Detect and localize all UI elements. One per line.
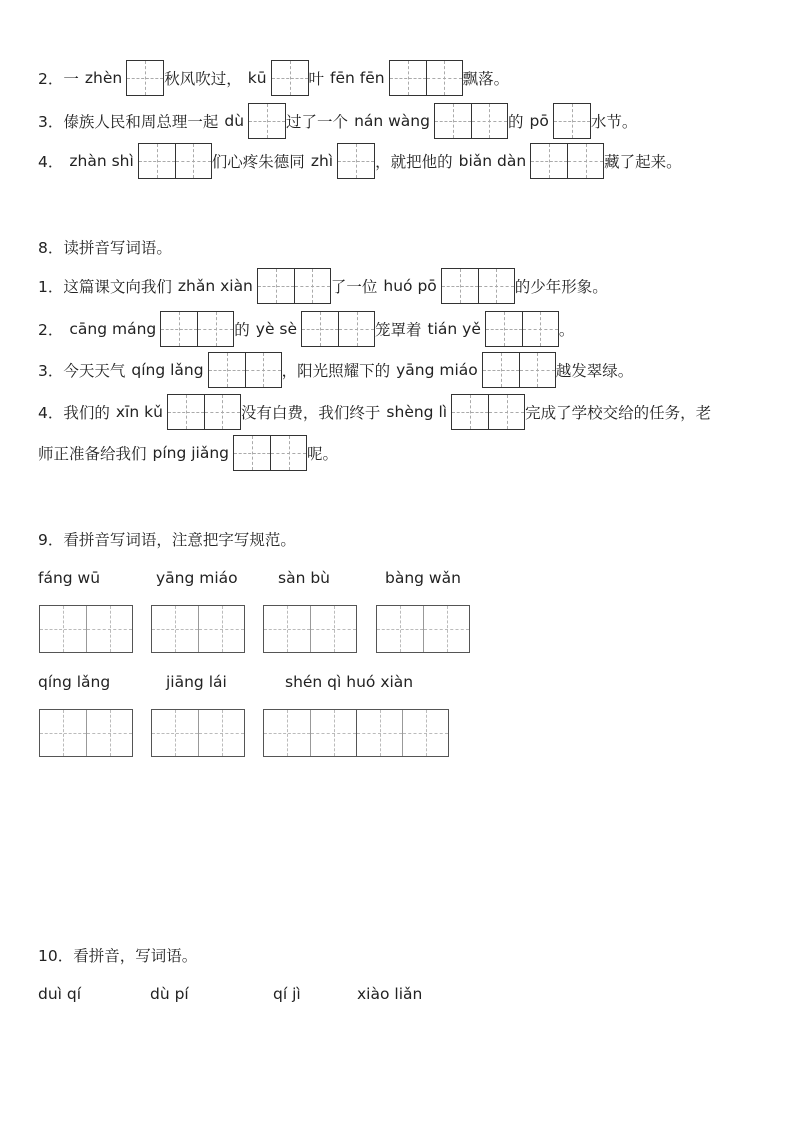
text: 师正准备给我们 [38, 445, 147, 463]
answer-grid[interactable] [434, 103, 508, 139]
writing-grid[interactable] [263, 709, 449, 757]
text: 飘落。 [462, 70, 510, 88]
text: 2． [38, 321, 64, 339]
pinyin-label: xiào liǎn [357, 985, 423, 1003]
text: 完成了学校交给的任务，老 [525, 404, 712, 422]
pinyin: yāng miáo [396, 361, 478, 379]
text: ，阳光照耀下的 [281, 362, 391, 380]
answer-grid[interactable] [482, 352, 556, 388]
pinyin: huó pō [383, 277, 437, 295]
text: 的 [234, 321, 250, 339]
pinyin: dù [224, 112, 245, 130]
pinyin: zhèn [84, 69, 123, 87]
pinyin-label: qí jì [273, 985, 301, 1003]
pinyin: shèng lì [386, 403, 448, 421]
text: 们心疼朱德同 [211, 153, 305, 171]
text: 3．傣族人民和周总理一起 [38, 113, 219, 131]
answer-grid[interactable] [485, 311, 559, 347]
pinyin: tián yě [427, 320, 481, 338]
answer-grid[interactable] [160, 311, 234, 347]
q8-line-4 [38, 394, 711, 430]
answer-grid[interactable] [233, 435, 307, 471]
pinyin-label: yāng miáo [156, 569, 238, 587]
pinyin: kū [247, 69, 267, 87]
answer-grid[interactable] [138, 143, 212, 179]
pinyin-label: sàn bù [278, 569, 330, 587]
text: 笼罩着 [375, 321, 422, 339]
pinyin: zhàn shì [69, 152, 134, 170]
answer-grid[interactable] [553, 103, 591, 139]
writing-grid[interactable] [39, 709, 133, 757]
text: 越发翠绿。 [555, 362, 634, 380]
text: 4．我们的 [38, 404, 110, 422]
pinyin: zhì [310, 152, 334, 170]
text: 藏了起来。 [604, 153, 682, 171]
pinyin: xīn kǔ [115, 403, 163, 421]
text: 过了一个 [286, 113, 349, 131]
writing-grid[interactable] [39, 605, 133, 653]
q8-line-5 [38, 435, 338, 471]
pinyin: zhǎn xiàn [177, 277, 253, 295]
q7-line-4 [38, 143, 682, 179]
answer-grid[interactable] [167, 394, 241, 430]
q8-line-1 [38, 268, 608, 304]
pinyin: nán wàng [354, 112, 430, 130]
text: 1．这篇课文向我们 [38, 278, 172, 296]
answer-grid[interactable] [271, 60, 309, 96]
answer-grid[interactable] [441, 268, 515, 304]
q7-line-2 [38, 60, 509, 96]
pinyin: fēn fēn [330, 69, 385, 87]
pinyin: píng jiǎng [152, 444, 230, 462]
text: 的 [507, 113, 524, 131]
text: 没有白费，我们终于 [240, 404, 381, 422]
text: ，就把他的 [375, 153, 453, 171]
text: 水节。 [590, 113, 638, 131]
pinyin-label: bàng wǎn [385, 569, 461, 587]
pinyin: qíng lǎng [131, 361, 204, 379]
text: 了一位 [330, 278, 378, 296]
answer-grid[interactable] [301, 311, 375, 347]
pinyin: pō [529, 112, 549, 130]
writing-grid[interactable] [151, 709, 245, 757]
writing-grid[interactable] [151, 605, 245, 653]
text: 。 [558, 321, 575, 339]
answer-grid[interactable] [208, 352, 282, 388]
text: 呢。 [307, 445, 339, 463]
text: 3．今天天气 [38, 362, 126, 380]
pinyin: biǎn dàn [458, 152, 527, 170]
pinyin-label: qíng lǎng [38, 673, 111, 691]
answer-grid[interactable] [451, 394, 525, 430]
text: 的少年形象。 [514, 278, 608, 296]
pinyin-label: duì qí [38, 985, 82, 1003]
q8-line-3 [38, 352, 633, 388]
q7-line-3 [38, 103, 637, 139]
answer-grid[interactable] [248, 103, 286, 139]
text: 秋风吹过， [164, 70, 242, 88]
answer-grid[interactable] [126, 60, 164, 96]
answer-grid[interactable] [257, 268, 331, 304]
text: 叶 [308, 70, 325, 88]
q8-line-2 [38, 311, 574, 347]
answer-grid[interactable] [389, 60, 463, 96]
writing-grid[interactable] [263, 605, 357, 653]
writing-grid[interactable] [376, 605, 470, 653]
pinyin-label: fáng wū [38, 569, 101, 587]
answer-grid[interactable] [337, 143, 375, 179]
pinyin-label: dù pí [150, 985, 189, 1003]
text: 4． [38, 153, 64, 171]
pinyin: yè sè [255, 320, 298, 338]
answer-grid[interactable] [530, 143, 604, 179]
pinyin-label: jiāng lái [166, 673, 227, 691]
q8-title: 8．读拼音写词语。 [38, 239, 172, 257]
q9-title: 9．看拼音写词语，注意把字写规范。 [38, 531, 296, 549]
pinyin-label: shén qì huó xiàn [285, 673, 414, 691]
q10-title: 10．看拼音，写词语。 [38, 947, 198, 965]
pinyin: cāng máng [69, 320, 157, 338]
text: 2．一 [38, 70, 79, 88]
